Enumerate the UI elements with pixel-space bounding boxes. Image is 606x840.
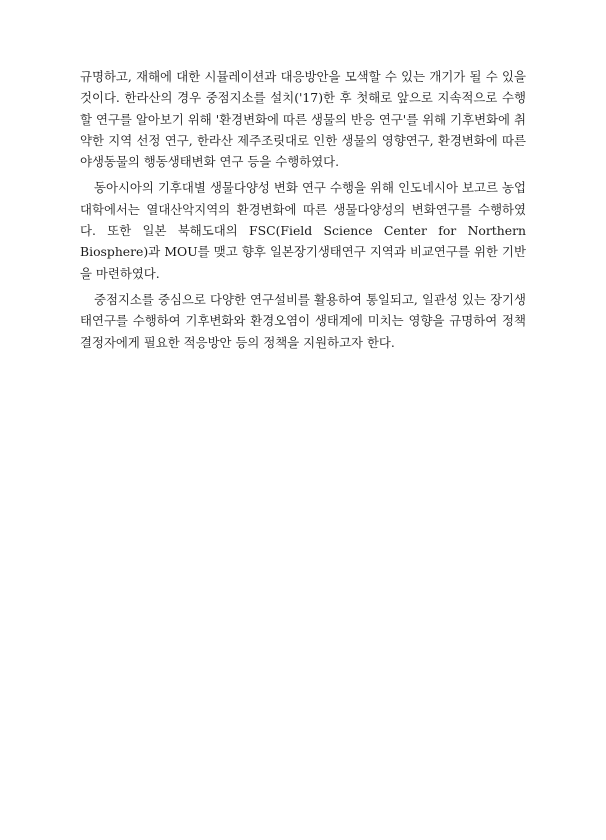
body-text [80,66,526,353]
paragraph-1: 규명하고, 재해에 대한 시뮬레이션과 대응방안을 모색할 수 있는 개기가 될 수 있을 것이다. 한라산의 경우 중점지소를 설치('17)한 후 첫해로 앞으로 지속적으로 수행 할 연구를 알아보기 위해 '환경변화에 따른 생물의 반응 연구'를 위해 기후변화에 취약한 지역 선정 연구, 한라산 제주조릿대로 인한 생물의 영향연구, 환경변화에 따른 야생동물의 행동생태변화 연구 등을 수행하였다. [80,69,526,170]
paragraph-2: 동아시아의 기후대별 생물다양성 변화 연구 수행을 위해 인도네시아 보고르 농업대학에서는 열대산악지역의 환경변화에 따른 생물다양성의 변화연구를 수행하였다. 또한 일본 북해도대의 FSC(Field Science Center for Northern Biosphere)과 MOU를 맺고 향후 일본장기생태연구 지역과 비교연구를 위한 기반을 마련하였다. [80,180,526,281]
paragraph-3: 중점지소를 중심으로 다양한 연구설비를 활용하여 통일되고, 일관성 있는 장기생태연구를 수행하여 기후변화와 환경오염이 생태계에 미치는 영향을 규명하여 정책결정자에게 필요한 적응방안 등의 정책을 지원하고자 한다. [80,291,526,350]
